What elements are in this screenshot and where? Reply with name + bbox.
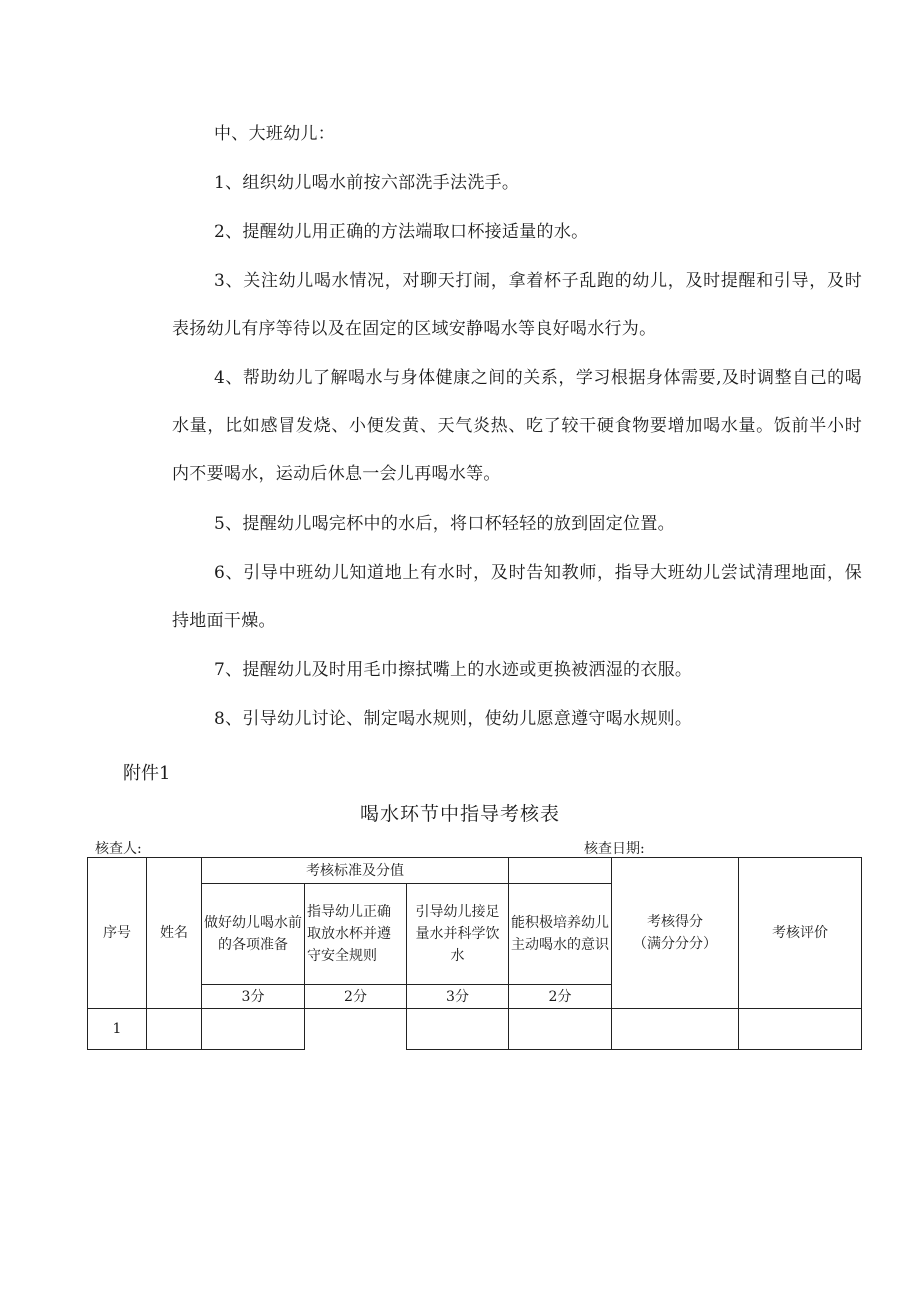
criteria-2: 指导幼儿正确取放水杯并遵守安全规则 xyxy=(307,904,391,964)
paragraph-item-7: 7、提醒幼儿及时用毛巾擦拭嘴上的水迹或更换被洒湿的衣服。 xyxy=(214,660,693,680)
paragraph-item-1: 1、组织幼儿喝水前按六部洗手法洗手。 xyxy=(214,173,520,193)
criteria-3-score: 3分 xyxy=(446,988,469,1005)
inspector-label: 核查人: xyxy=(95,841,142,857)
date-label: 核查日期: xyxy=(584,841,645,857)
criteria-2-score: 2分 xyxy=(344,988,367,1005)
header-index: 序号 xyxy=(103,925,131,941)
paragraph-item-4: 4、帮助幼儿了解喝水与身体健康之间的关系，学习根据身体需要,及时调整自己的喝水量，比如感冒发烧、小便发黄、天气炎热、吃了较干硬食物要增加喝水量。饭前半小时内不要喝水，运动后休息一会儿再喝水等。 xyxy=(172,368,862,484)
header-criteria: 考核标准及分值 xyxy=(306,862,404,879)
header-name: 姓名 xyxy=(160,925,188,941)
paragraph-item-6: 6、引导中班幼儿知道地上有水时，及时告知教师，指导大班幼儿尝试清理地面，保持地面干燥。 xyxy=(172,563,862,631)
paragraph-item-8: 8、引导幼儿讨论、制定喝水规则，使幼儿愿意遵守喝水规则。 xyxy=(214,709,693,729)
header-score xyxy=(612,858,738,1008)
paragraph-item-5: 5、提醒幼儿喝完杯中的水后，将口杯轻轻的放到固定位置。 xyxy=(214,514,675,534)
criteria-4: 能积极培养幼儿主动喝水的意识 xyxy=(511,915,609,953)
paragraph-item-2: 2、提醒幼儿用正确的方法端取口杯接适量的水。 xyxy=(214,222,589,242)
appendix-label: 附件1 xyxy=(123,763,171,784)
table-line xyxy=(87,1049,304,1050)
criteria-4-score: 2分 xyxy=(548,988,572,1005)
criteria-1-score: 3分 xyxy=(241,988,265,1005)
header-score-line1: 考核得分 xyxy=(647,914,703,930)
table-line xyxy=(406,1049,862,1050)
table-title: 喝水环节中指导考核表 xyxy=(359,803,560,825)
criteria-1: 做好幼儿喝水前的各项准备 xyxy=(204,915,302,953)
paragraph-heading: 中、大班幼儿： xyxy=(214,124,336,144)
table-line xyxy=(861,857,862,1050)
header-evaluation: 考核评价 xyxy=(772,925,828,941)
paragraph-item-3: 3、关注幼儿喝水情况，对聊天打闹，拿着杯子乱跑的幼儿，及时提醒和引导，及时表扬幼儿有序等待以及在固定的区域安静喝水等良好喝水行为。 xyxy=(172,271,862,339)
row-1-index: 1 xyxy=(112,1021,122,1037)
header-score-line2: （满分分分） xyxy=(633,936,717,952)
table-line xyxy=(87,1008,862,1009)
criteria-3: 引导幼儿接足量水并科学饮水 xyxy=(415,904,500,964)
